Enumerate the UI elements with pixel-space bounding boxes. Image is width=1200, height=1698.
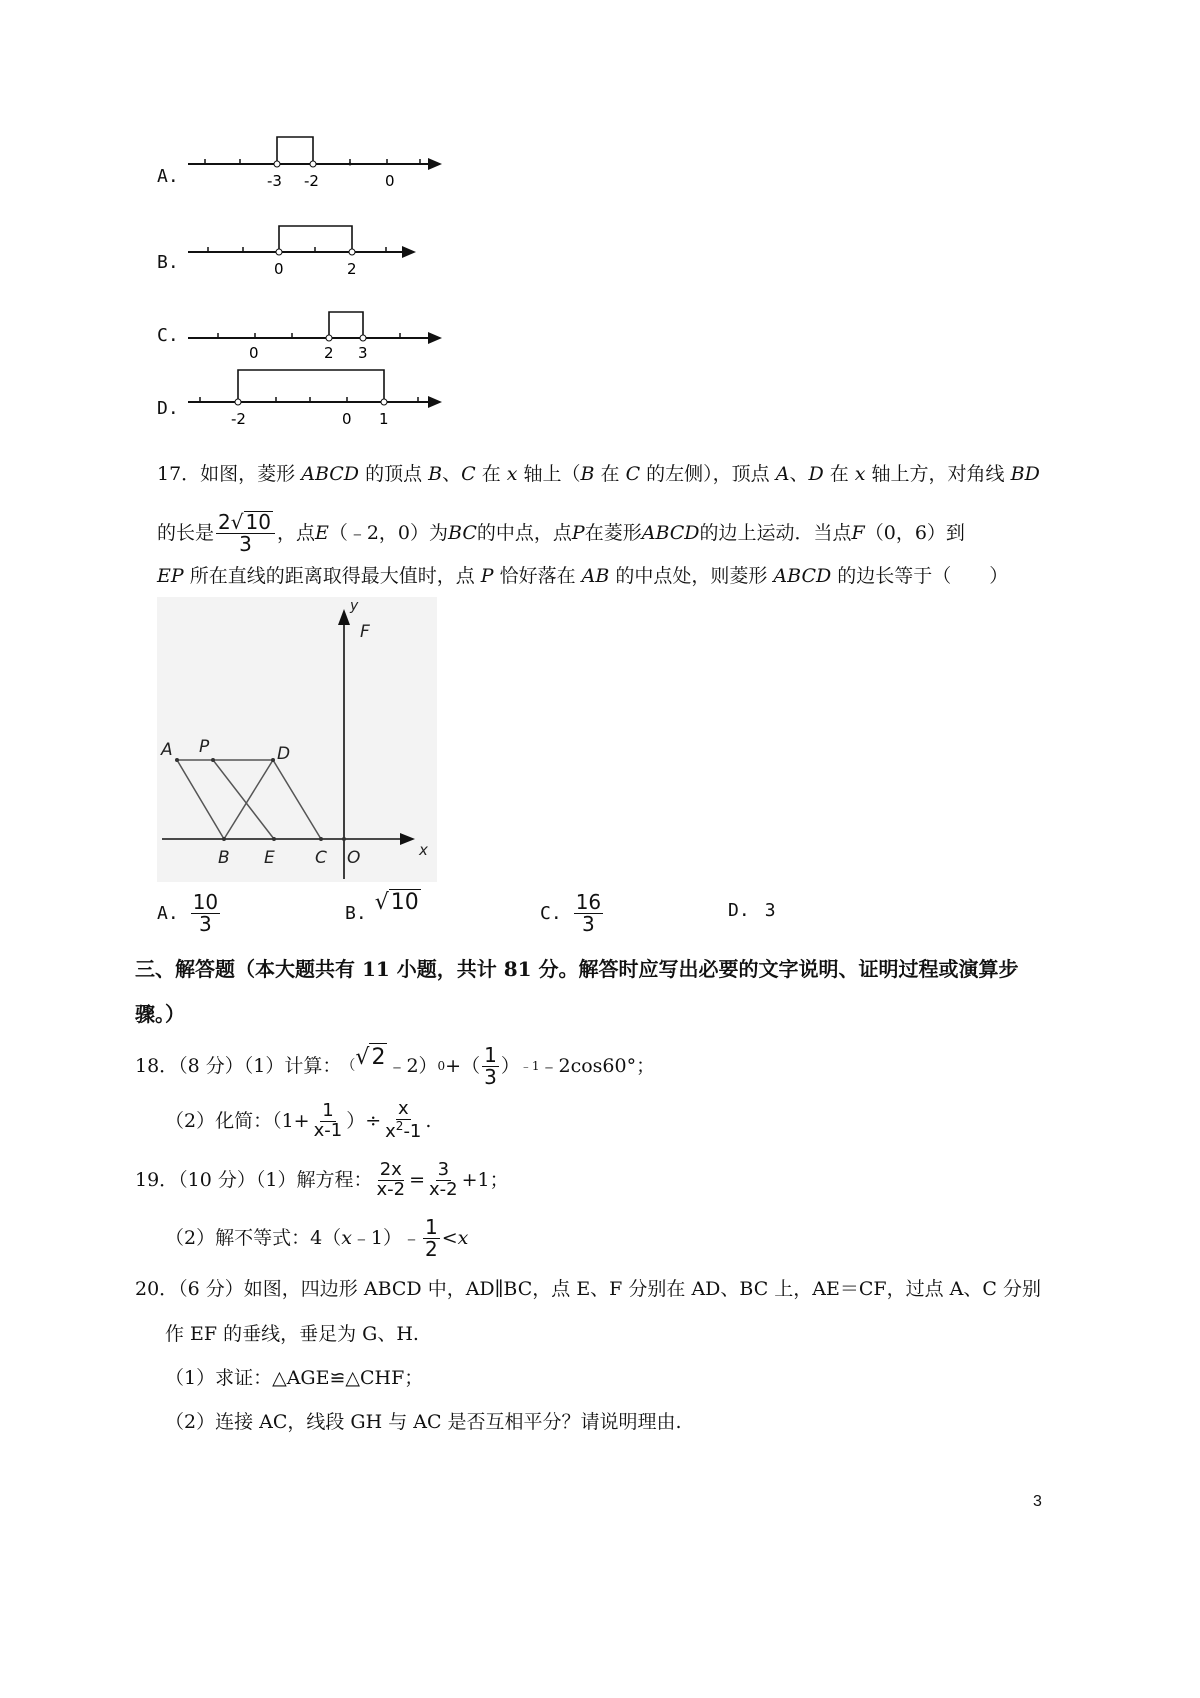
label-x: x [419, 841, 428, 859]
q20-part2: （2）连接 AC，线段 GH 与 AC 是否互相平分？请说明理由. [165, 1411, 682, 1433]
option-letter: D. [157, 398, 179, 419]
q19-part2: （2）解不等式：4（ x ﹣1）﹣ $\frac{1}{2}$ < x [165, 1214, 469, 1261]
tick-label: -2 [231, 410, 246, 428]
rhombus-figure [157, 597, 437, 882]
q20-line1: 20．（6 分）如图，四边形 ABCD 中，AD∥BC，点 E、F 分别在 AD、BC 上，AE＝CF，过点 A、C 分别 [135, 1278, 1041, 1300]
label-E: E [264, 848, 275, 868]
q17-choice-d: D. 3 [728, 900, 776, 921]
option-letter: A. [157, 166, 179, 187]
q17-line3: EP 所在直线的距离取得最大值时，点 P 恰好落在 AB 的中点处，则菱形 ABCD 的边长等于（ ） [157, 565, 1009, 587]
fraction-two-root-ten-over-three: $\frac{2√ 10}{3}$ [216, 511, 275, 555]
number-line-a [180, 126, 450, 196]
label-P: P [199, 737, 210, 757]
q17-choice-c: C. $\frac{16}{3}$ [540, 889, 602, 936]
q17-choice-a: A. $\frac{10}{3}$ [157, 889, 219, 936]
tick-label: 0 [385, 172, 395, 190]
q19-part1: 19．（10 分）（1）解方程： $\frac{2x}{x-2}$ = $\frac{3}{x-2}$ +1； [135, 1158, 509, 1200]
section-3-heading-line2: 骤。） [135, 1002, 185, 1026]
q17-choice-b: B. √10 [345, 890, 419, 924]
q18-part2: （2）化简：（1+ $\frac{1}{x-1}$ ）÷ $\frac{x}{x^2-1}$ . [165, 1098, 432, 1142]
number-line-c [180, 300, 450, 362]
tick-label: 0 [342, 410, 352, 428]
label-A: A [161, 740, 173, 760]
tick-label: 2 [347, 260, 357, 278]
label-B: B [218, 848, 230, 868]
label-O: O [347, 848, 361, 868]
q20-line2: 作 EF 的垂线，垂足为 G、H. [165, 1323, 419, 1345]
q20-part1: （1）求证：△AGE≌△CHF； [165, 1367, 424, 1389]
section-3-heading-line1: 三、解答题（本大题共有 11 小题，共计 81 分。解答时应写出必要的文字说明、证明过程或演算步 [135, 957, 1019, 981]
tick-label: 1 [379, 410, 389, 428]
label-C: C [315, 848, 327, 868]
q17-line2: 的长是 $\frac{2√ 10}{3}$ ，点 E （﹣2，0）为 BC 的中点，点 P 在菱形 ABCD 的边上运动．当点 F （0，6）到 [157, 510, 965, 556]
tick-label: 0 [249, 344, 259, 362]
label-F: F [360, 622, 370, 642]
page-number: 3 [1033, 1493, 1042, 1510]
tick-label: 2 [324, 344, 334, 362]
tick-label: -3 [267, 172, 282, 190]
number-line-b [180, 214, 430, 284]
tick-label: 0 [274, 260, 284, 278]
option-letter: B. [157, 252, 179, 273]
q18-part1: 18．（8 分）（1）计算： （ √2 ﹣2） 0 +（ $\frac{1}{3}$ ） ﹣1 ﹣2cos60°； [135, 1042, 656, 1089]
number-line-d [180, 362, 450, 434]
q17-line1: 17．如图，菱形 ABCD 的顶点 B、C 在 x 轴上（B 在 C 的左侧），顶点 A、D 在 x 轴上方，对角线 BD [157, 463, 1040, 485]
option-letter: C. [157, 325, 179, 346]
label-D: D [277, 744, 291, 764]
label-y: y [350, 598, 359, 614]
tick-label: 3 [358, 344, 368, 362]
tick-label: -2 [304, 172, 319, 190]
